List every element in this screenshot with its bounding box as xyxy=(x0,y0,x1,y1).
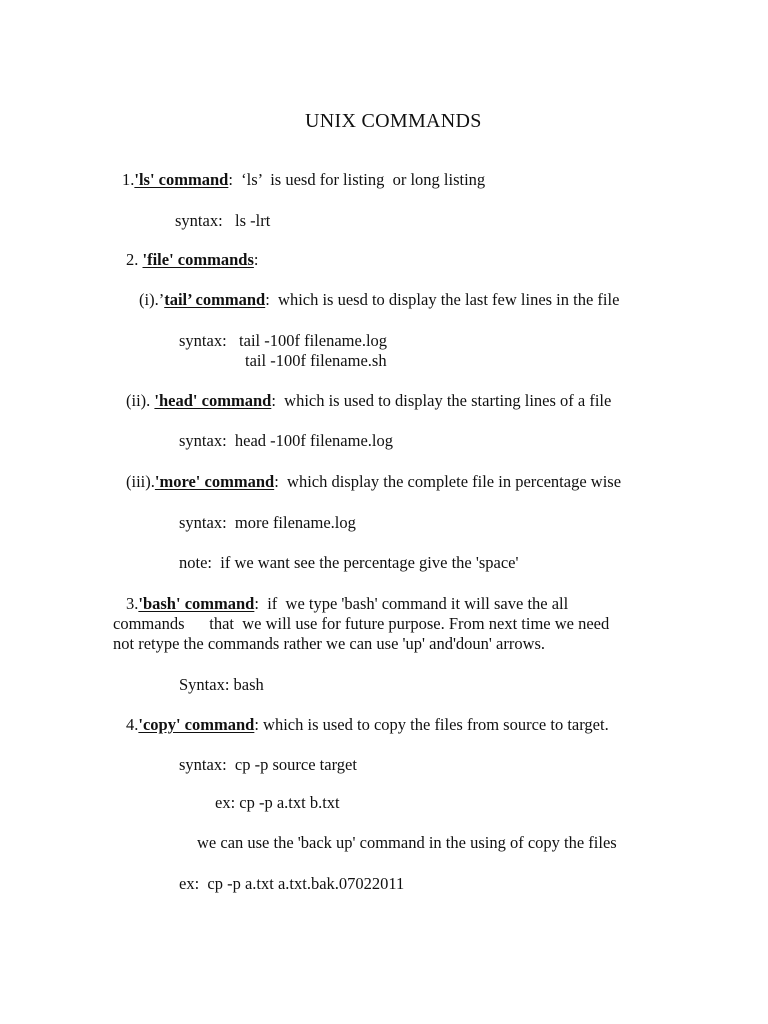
bash-command-label: 'bash' command xyxy=(138,594,255,613)
tail-number: (i).’ xyxy=(139,290,165,309)
copy-backup-note: we can use the 'back up' command in the using of copy the files xyxy=(197,833,617,852)
copy-example: ex: cp -p a.txt b.txt xyxy=(215,793,340,812)
tail-syntax-1: syntax: tail -100f filename.log xyxy=(179,331,388,350)
bash-heading xyxy=(126,594,568,614)
more-syntax: syntax: more filename.log xyxy=(179,513,356,532)
bash-syntax: Syntax: bash xyxy=(179,675,264,694)
ls-heading xyxy=(122,170,485,190)
copy-heading xyxy=(126,715,609,735)
copy-command-label: 'copy' command xyxy=(138,715,255,734)
head-command-label: 'head' command xyxy=(154,391,272,410)
file-heading xyxy=(126,250,258,270)
ls-syntax: syntax: ls -lrt xyxy=(175,211,271,230)
copy-description: : which is used to copy the files from source to target. xyxy=(254,715,609,734)
bash-description: : if we type 'bash' command it will save the all xyxy=(254,594,569,613)
ls-description: : ‘ls’ is uesd for listing or long listing xyxy=(228,170,486,189)
copy-number: 4. xyxy=(126,715,139,734)
tail-syntax-2: tail -100f filename.sh xyxy=(245,351,387,370)
more-number: (iii). xyxy=(126,472,155,491)
ls-number: 1. xyxy=(122,170,135,189)
copy-syntax: syntax: cp -p source target xyxy=(179,755,357,774)
tail-command-label: tail’ command xyxy=(164,290,266,309)
tail-description: : which is uesd to display the last few lines in the file xyxy=(265,290,620,309)
more-note: note: if we want see the percentage give the 'space' xyxy=(179,553,519,572)
file-command-label: 'file' commands xyxy=(142,250,254,269)
more-command-label: 'more' command xyxy=(154,472,275,491)
head-heading xyxy=(126,391,611,411)
more-heading xyxy=(126,472,621,492)
more-description: : which display the complete file in percentage wise xyxy=(274,472,622,491)
head-description: : which is used to display the starting lines of a file xyxy=(271,391,612,410)
file-colon: : xyxy=(253,250,259,269)
bash-description-line-3: not retype the commands rather we can use 'up' and'doun' arrows. xyxy=(113,634,546,653)
bash-description-line-2: commands that we will use for future purpose. From next time we need xyxy=(113,614,610,633)
copy-backup-example: ex: cp -p a.txt a.txt.bak.07022011 xyxy=(179,874,405,893)
tail-heading xyxy=(139,290,619,310)
page-title: UNIX COMMANDS xyxy=(305,110,482,132)
head-syntax: syntax: head -100f filename.log xyxy=(179,431,393,450)
bash-number: 3. xyxy=(126,594,139,613)
file-number: 2. xyxy=(126,250,143,269)
ls-command-label: 'ls' command xyxy=(134,170,229,189)
head-number: (ii). xyxy=(126,391,155,410)
